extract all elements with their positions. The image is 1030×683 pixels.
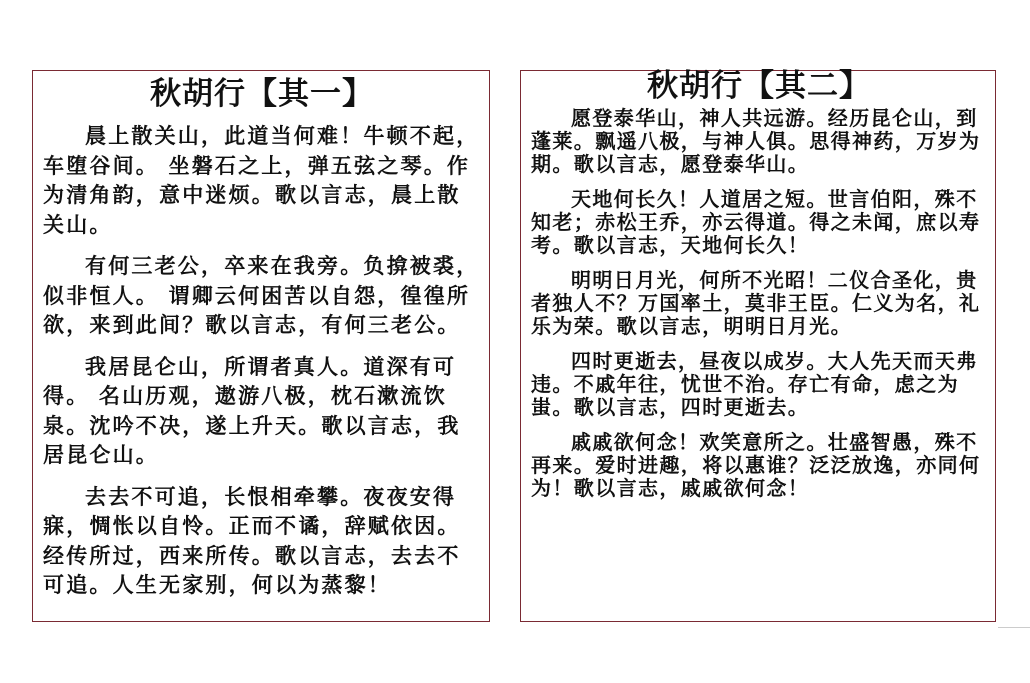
poem-1-stanza-3: 我居昆仑山，所谓者真人。道深有可得。 名山历观，遨游八极，枕石漱流饮泉。沈吟不决，遂上升天。歌以言志，我居昆仑山。: [43, 353, 461, 467]
poem-panel-2: [520, 70, 996, 622]
poem-1-stanza-4: 去去不可追，长恨相牵攀。夜夜安得寐，惆怅以自怜。正而不谲，辞赋依因。经传所过，西来所传。歌以言志，去去不可追。人生无家别，何以为蒸黎！: [43, 483, 461, 597]
poem-2-stanza-4: 四时更逝去，昼夜以成岁。大人先天而天弗违。不戚年往，忧世不治。存亡有命，虑之为蚩。歌以言志，四时更逝去。: [531, 349, 978, 419]
poem-2-title: 秋胡行【其二】: [647, 68, 871, 104]
poem-2-stanza-1: 愿登泰华山，神人共远游。经历昆仑山，到蓬莱。飘遥八极，与神人俱。思得神药，万岁为期。歌以言志，愿登泰华山。: [531, 106, 981, 176]
poem-panel-1: [32, 70, 490, 622]
poem-1-stanza-2: 有何三老公，卒来在我旁。负揜被裘，似非恒人。 谓卿云何困苦以自怨，徨徨所欲，来到此间？歌以言志，有何三老公。: [43, 253, 480, 337]
poem-2-stanza-5: 戚戚欲何念！欢笑意所之。壮盛智愚，殊不再来。爱时进趣，将以惠谁？泛泛放逸，亦同何为！歌以言志，戚戚欲何念！: [531, 430, 981, 500]
page-edge-divider: [998, 627, 1030, 628]
poem-1-stanza-1: 晨上散关山，此道当何难！牛顿不起，车堕谷间。 坐磐石之上，弹五弦之琴。作为清角韵，意中迷烦。歌以言志，晨上散关山。: [43, 123, 480, 237]
poem-1-title: 秋胡行【其一】: [150, 76, 374, 112]
poem-2-stanza-3: 明明日月光，何所不光昭！二仪合圣化，贵者独人不？万国率土，莫非王臣。仁义为名，礼乐为荣。歌以言志，明明日月光。: [531, 268, 981, 338]
poem-2-stanza-2: 天地何长久！人道居之短。世言伯阳，殊不知老；赤松王乔，亦云得道。得之未闻，庶以寿考。歌以言志，天地何长久！: [531, 187, 981, 257]
